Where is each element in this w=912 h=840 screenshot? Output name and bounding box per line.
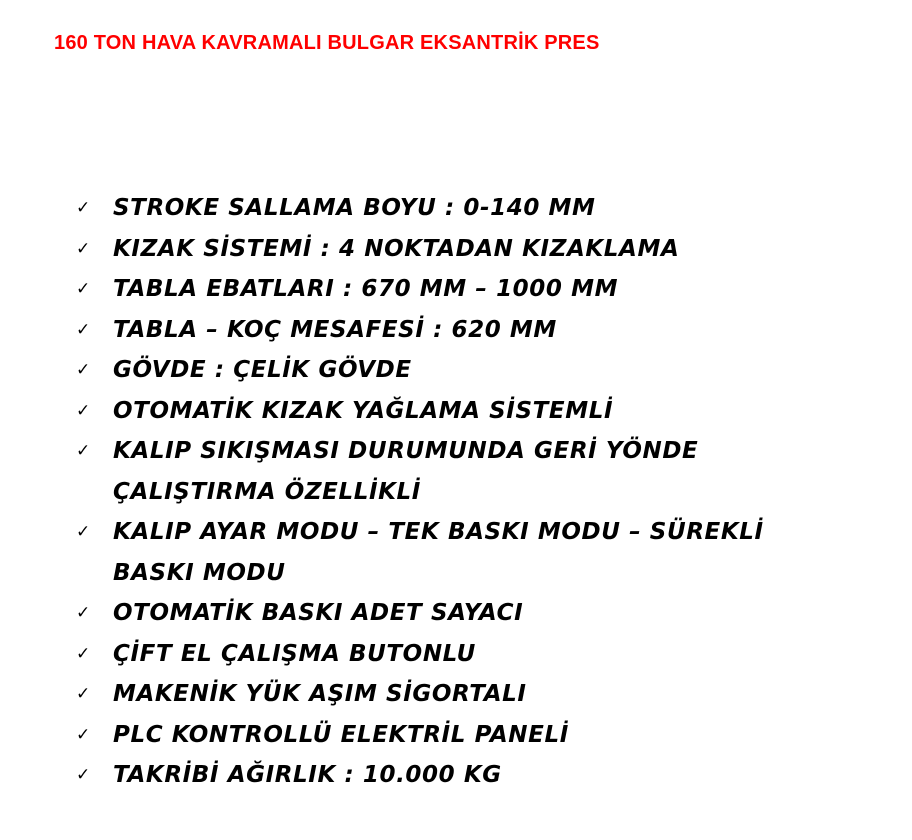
check-icon: ✓ bbox=[76, 724, 91, 745]
check-icon: ✓ bbox=[76, 643, 91, 664]
list-item bbox=[76, 755, 896, 796]
list-item bbox=[76, 431, 896, 512]
spec-text: TAKRİBİ AĞIRLIK : 10.000 KG bbox=[113, 762, 502, 788]
spec-list bbox=[76, 188, 896, 796]
spec-text: MAKENİK YÜK AŞIM SİGORTALI bbox=[113, 681, 527, 707]
list-item bbox=[76, 715, 896, 756]
spec-text: TABLA – KOÇ MESAFESİ : 620 MM bbox=[113, 316, 557, 343]
list-item bbox=[76, 674, 896, 715]
spec-text: OTOMATİK KIZAK YAĞLAMA SİSTEMLİ bbox=[113, 397, 614, 424]
list-item bbox=[76, 269, 896, 310]
check-icon: ✓ bbox=[76, 441, 91, 461]
spec-text: KIZAK SİSTEMİ : 4 NOKTADAN KIZAKLAMA bbox=[113, 235, 680, 262]
check-icon: ✓ bbox=[76, 198, 91, 218]
list-item bbox=[76, 512, 896, 593]
check-icon: ✓ bbox=[76, 400, 91, 421]
check-icon: ✓ bbox=[76, 319, 91, 340]
list-item bbox=[76, 593, 896, 634]
page-title: 160 TON HAVA KAVRAMALI BULGAR EKSANTRİK PRES bbox=[54, 32, 600, 54]
check-icon: ✓ bbox=[76, 238, 91, 259]
spec-text: KALIP SIKIŞMASI DURUMUNDA GERİ YÖNDE ÇALIŞTIRMA ÖZELLİKLİ bbox=[113, 438, 699, 505]
spec-text: STROKE SALLAMA BOYU : 0-140 MM bbox=[113, 195, 596, 221]
list-item bbox=[76, 350, 896, 391]
spec-text: KALIP AYAR MODU – TEK BASKI MODU – SÜREKLİ BASKI MODU bbox=[113, 519, 764, 586]
list-item bbox=[76, 391, 896, 432]
spec-text: TABLA EBATLARI : 670 MM – 1000 MM bbox=[113, 276, 619, 302]
check-icon: ✓ bbox=[76, 279, 91, 299]
check-icon: ✓ bbox=[76, 360, 91, 380]
check-icon: ✓ bbox=[76, 603, 91, 623]
check-icon: ✓ bbox=[76, 522, 91, 542]
list-item bbox=[76, 188, 896, 229]
check-icon: ✓ bbox=[76, 765, 91, 785]
list-item bbox=[76, 634, 896, 675]
check-icon: ✓ bbox=[76, 684, 91, 704]
spec-text: ÇİFT EL ÇALIŞMA BUTONLU bbox=[113, 640, 476, 667]
spec-text: PLC KONTROLLÜ ELEKTRİL PANELİ bbox=[113, 721, 569, 748]
spec-text: GÖVDE : ÇELİK GÖVDE bbox=[113, 357, 412, 383]
list-item bbox=[76, 310, 896, 351]
spec-text: OTOMATİK BASKI ADET SAYACI bbox=[113, 600, 524, 626]
list-item bbox=[76, 229, 896, 270]
